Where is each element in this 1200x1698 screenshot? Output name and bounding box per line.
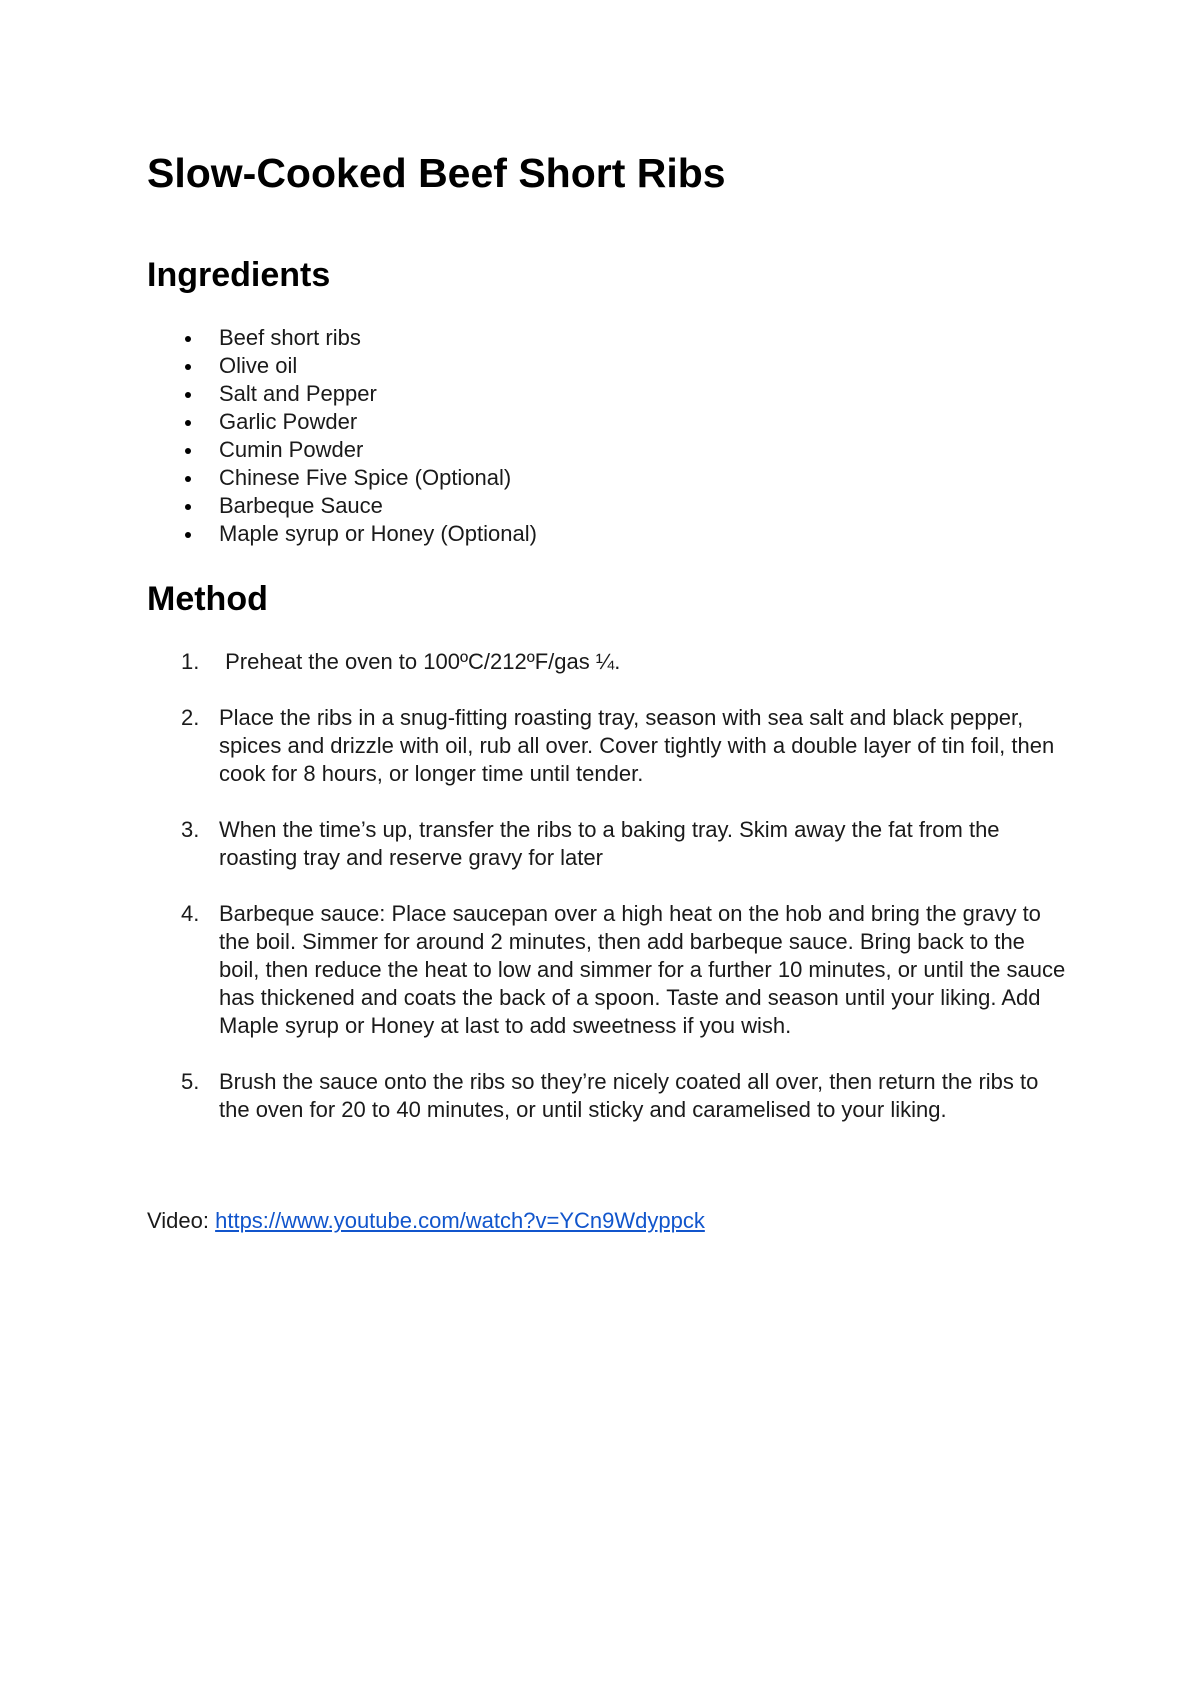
method-step [147,704,1067,788]
step-number: 2. [181,705,200,730]
step-number: 3. [181,817,200,842]
method-step [147,648,1067,676]
method-heading: Method [147,580,268,618]
ingredient-item: Beef short ribs [147,324,537,352]
method-step [147,900,1067,1040]
page-title: Slow-Cooked Beef Short Ribs [147,150,726,196]
ingredients-heading: Ingredients [147,256,331,294]
method-step [147,816,1067,872]
step-number: 1. [181,649,200,674]
step-text: Preheat the oven to 100ºC/212ºF/gas ¼. [219,649,621,674]
ingredient-item: Salt and Pepper [147,380,537,408]
step-number: 4. [181,901,200,926]
ingredient-item: Maple syrup or Honey (Optional) [147,520,537,548]
step-text: Place the ribs in a snug-fitting roasting tray, season with sea salt and black pepper, spices and drizzle with oil, rub all over. Cover tightly with a double layer of tin foil, then cook for 8 hours, or longer time until tender. [219,705,1055,786]
ingredient-item: Cumin Powder [147,436,537,464]
ingredient-item: Garlic Powder [147,408,537,436]
ingredient-item: Olive oil [147,352,537,380]
step-text: Brush the sauce onto the ribs so they’re nicely coated all over, then return the ribs to the oven for 20 to 40 minutes, or until sticky and caramelised to your liking. [219,1069,1039,1122]
method-step [147,1068,1067,1124]
video-label: Video: [147,1208,216,1233]
step-number: 5. [181,1069,200,1094]
ingredient-item: Barbeque Sauce [147,492,537,520]
method-list [147,648,1067,1152]
step-text: When the time’s up, transfer the ribs to a baking tray. Skim away the fat from the roasting tray and reserve gravy for later [219,817,1000,870]
ingredient-list [147,324,537,548]
step-text: Barbeque sauce: Place saucepan over a high heat on the hob and bring the gravy to the boil. Simmer for around 2 minutes, then add barbeque sauce. Bring back to the boil, then reduce the heat to low and simmer for a further 10 minutes, or until the sauce has thickened and coats the back of a spoon. Taste and season until your liking. Add Maple syrup or Honey at last to add sweetness if you wish. [219,901,1066,1038]
video-line [147,1207,705,1235]
ingredient-item: Chinese Five Spice (Optional) [147,464,537,492]
video-link[interactable]: https://www.youtube.com/watch?v=YCn9Wdyppck [215,1208,705,1233]
